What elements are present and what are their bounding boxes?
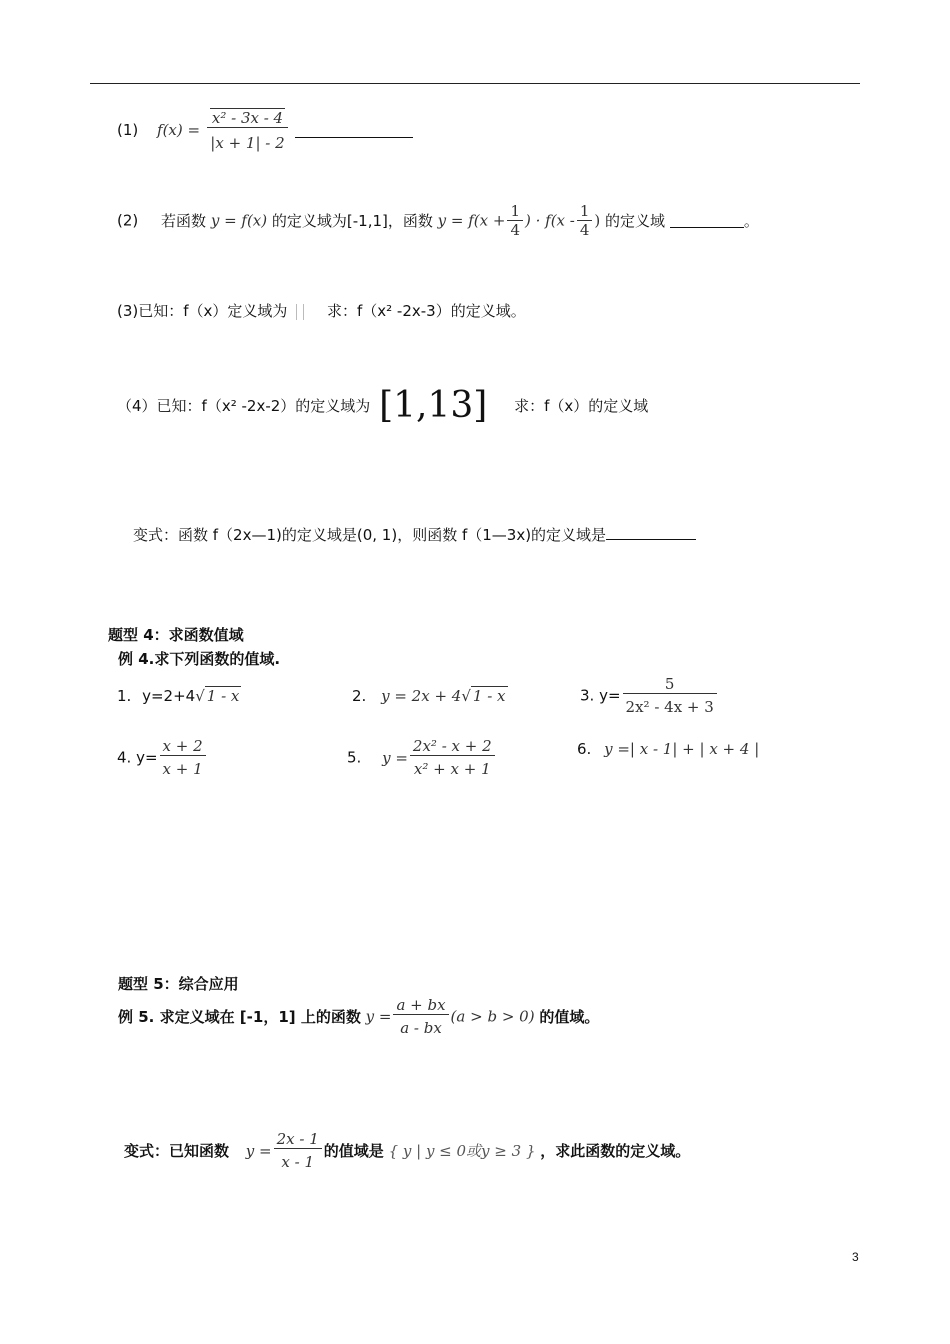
item-2: 2. y = 2x + 4√ 1 - x: [352, 687, 506, 705]
fraction: [160, 737, 206, 778]
variant-1: [133, 524, 696, 545]
item-number: 5.: [347, 748, 362, 767]
item-6: [577, 740, 759, 758]
answer-blank[interactable]: [606, 525, 696, 540]
denominator: x - 1: [281, 1153, 314, 1171]
variant-2: [124, 1130, 690, 1171]
condition: (a > b > 0): [450, 1007, 535, 1026]
range-set: { y | y ≤ 0或y ≥ 3 }: [388, 1142, 536, 1160]
function-lhs: y =: [365, 1007, 392, 1026]
function-lhs: y =: [382, 748, 408, 767]
question-1: [117, 108, 413, 152]
denominator: a - bx: [400, 1019, 442, 1037]
denominator: 4: [579, 221, 590, 239]
question-text: 的值域。: [539, 1008, 600, 1026]
denominator: 4: [510, 221, 520, 239]
radicand: 1 - x: [472, 687, 506, 705]
question-text: 求：f（x² -2x-3）的定义域。: [326, 302, 526, 320]
item-1: 1. y=2+4√ 1 - x: [117, 687, 240, 705]
item-4: [117, 737, 208, 778]
fraction: [274, 1130, 322, 1171]
question-text: （4）已知：f（x² -2x-2）的定义域为: [117, 397, 371, 415]
item-number: 6.: [577, 740, 592, 758]
answer-blank[interactable]: [295, 123, 413, 138]
numerator: x + 2: [160, 737, 206, 756]
item-expr: y = 2x + 4: [381, 687, 462, 705]
fraction: [410, 737, 495, 778]
denominator: x² + x + 1: [413, 760, 491, 778]
denominator: 2x² - 4x + 3: [625, 698, 714, 716]
question-label: (2): [117, 211, 139, 230]
question-text: 若函数: [161, 212, 207, 230]
function-expr: ) · f(x -: [525, 211, 575, 230]
section-title: 题型 5：综合应用: [118, 975, 239, 993]
question-text: 的值域是: [323, 1142, 384, 1160]
interval-placeholder: [296, 304, 304, 320]
function-expr: y = f(x +: [437, 211, 506, 230]
question-3: [117, 300, 526, 321]
function-expr: y = f(x): [210, 211, 268, 230]
numerator: a + bx: [393, 996, 448, 1015]
interval: [1,13]: [379, 385, 488, 426]
question-text: 例 5. 求定义域在 [-1，1] 上的函数: [118, 1008, 361, 1026]
function-lhs: f(x) =: [157, 121, 201, 139]
question-text: 的定义域: [605, 212, 666, 230]
question-2: [117, 202, 759, 239]
denominator: x + 1: [162, 760, 203, 778]
item-number: 3. y=: [580, 686, 621, 705]
item-3: [580, 675, 719, 716]
numerator: 2x² - x + 2: [410, 737, 495, 756]
fraction: [207, 108, 288, 152]
item-expr: y=2+4: [142, 687, 196, 705]
question-4: [117, 385, 648, 426]
denominator: |x + 1| - 2: [210, 134, 285, 152]
question-text: 求：f（x）的定义域: [514, 397, 649, 415]
numerator: 2x - 1: [274, 1130, 322, 1149]
item-expr: y =| x - 1| + | x + 4 |: [604, 740, 760, 758]
item-5: [347, 737, 497, 778]
numerator: x² - 3x - 4: [211, 109, 284, 127]
question-text: 变式：函数 f（2x—1)的定义域是(0, 1)，则函数 f（1—3x)的定义域是: [133, 526, 607, 544]
item-number: 1.: [117, 687, 132, 705]
answer-blank[interactable]: [670, 213, 744, 228]
item-number: 4. y=: [117, 748, 158, 767]
numerator: 1: [577, 202, 593, 221]
function-expr: ): [594, 211, 601, 230]
item-number: 2.: [352, 687, 367, 705]
numerator: 1: [507, 202, 523, 221]
radicand: 1 - x: [206, 687, 240, 705]
question-text: ，求此函数的定义域。: [540, 1142, 691, 1160]
question-text: (3)已知：f（x）定义域为: [117, 302, 288, 320]
fraction: [577, 202, 593, 239]
header-rule: [90, 83, 860, 84]
question-text: 的定义域为[-1,1]，函数: [271, 212, 433, 230]
function-lhs: y =: [245, 1141, 272, 1160]
section-title: 题型 4：求函数值域: [108, 626, 244, 644]
fraction: [393, 996, 448, 1037]
question-text: 。: [743, 212, 759, 230]
question-label: (1): [117, 121, 139, 139]
example-heading: 例 4.求下列函数的值域.: [118, 650, 281, 668]
example-5: [118, 996, 599, 1037]
page-number: 3: [852, 1250, 859, 1264]
fraction: [623, 675, 717, 716]
question-text: 变式：已知函数: [124, 1142, 230, 1160]
fraction: [507, 202, 523, 239]
numerator: 5: [623, 675, 717, 694]
